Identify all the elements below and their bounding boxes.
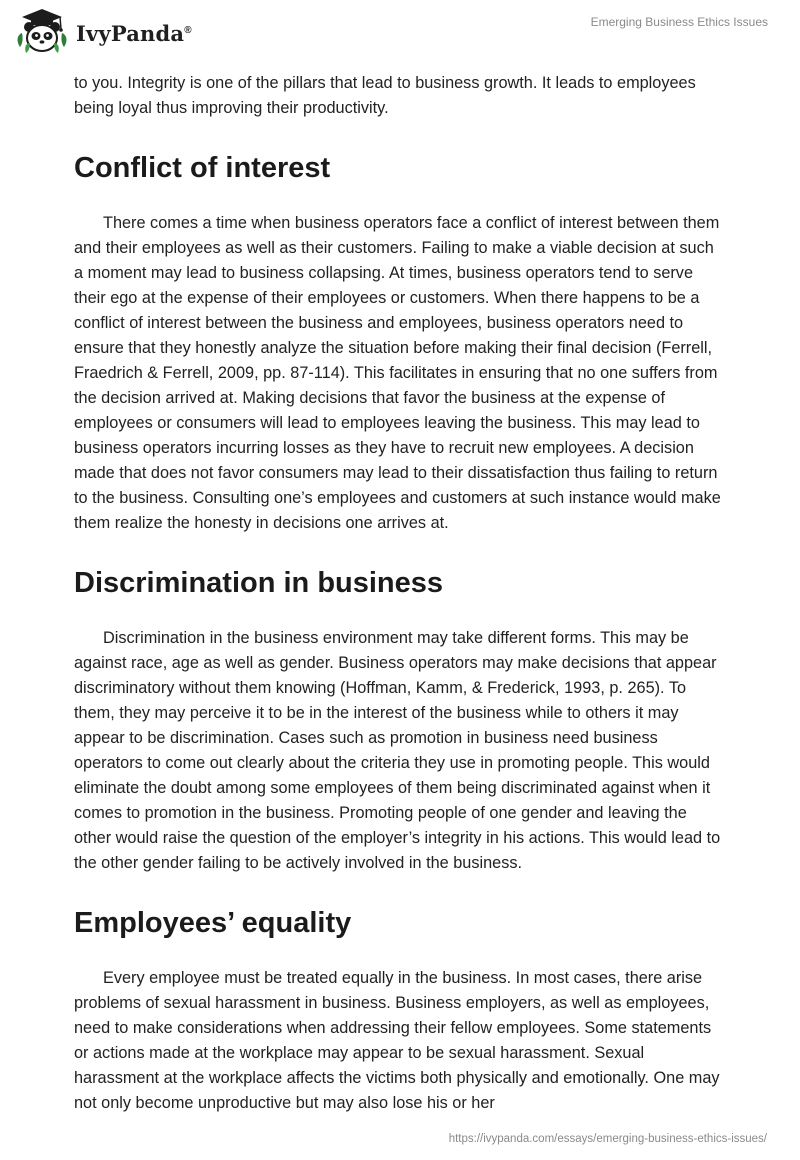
section-paragraph-discrimination: Discrimination in the business environment may take different forms. This may be against race, age as well as gender. Business operators may make decisions that appear discriminatory without them knowing (Hoffman, Kamm, & Frederick, 1993, p. 265). To them, they may perceive it to be in the interest of the business while to others it may appear to be discrimination. Cases such as promotion in business need business operators to come out clearly about the criteria they use in promoting people. This would eliminate the doubt among some employees of them being discriminated against when it comes to promotion in the business. Promoting people of one gender and leaving the other would raise the question of the employer’s integrity in his actions. This would lead to the other gender failing to be actively involved in the business. <box>74 629 721 872</box>
brand-logo[interactable] <box>14 6 192 58</box>
section-heading-equality: Employees’ equality <box>74 907 352 939</box>
section-heading-conflict: Conflict of interest <box>74 152 331 184</box>
brand-name: IvyPanda® <box>76 20 192 46</box>
registered-mark: ® <box>184 24 192 36</box>
intro-paragraph: to you. Integrity is one of the pillars that lead to business growth. It leads to employees being loyal thus improving their productivity. <box>74 74 696 117</box>
section-paragraph-conflict: There comes a time when business operators face a conflict of interest between them and their employees as well as their customers. Failing to make a viable decision at such a moment may lead to business collapsing. At times, business operators tend to serve their ego at the expense of their employees or customers. When there happens to be a conflict of interest between the business and employees, business operators need to ensure that they honestly analyze the situation before making their final decision (Ferrell, Fraedrich & Ferrell, 2009, pp. 87-114). This facilitates in ensuring that no one suffers from the decision arrived at. Making decisions that favor the business at the expense of employees or consumers will lead to employees leaving the business. This may lead to business operators incurring losses as they have to recruit new employees. A decision made that does not favor consumers may lead to their dissatisfaction thus failing to return to the business. Consulting one’s employees and customers at such instance would make them realize the honesty in decisions one arrives at. <box>74 214 721 532</box>
document-title: Emerging Business Ethics Issues <box>590 15 768 29</box>
essay-content <box>74 71 726 1116</box>
page-header <box>0 0 800 70</box>
panda-graduate-icon <box>14 7 70 57</box>
section-heading-discrimination: Discrimination in business <box>74 567 444 599</box>
source-url-link[interactable]: https://ivypanda.com/essays/emerging-business-ethics-issues/ <box>448 1133 767 1145</box>
section-paragraph-equality: Every employee must be treated equally in the business. In most cases, there arise problems of sexual harassment in business. Business employers, as well as employees, need to make considerations when addressing their fellow employees. Some statements or actions made at the workplace may appear to be sexual harassment. Sexual harassment at the workplace affects the victims both physically and emotionally. One may not only become unproductive but may also lose his or her <box>74 969 720 1112</box>
